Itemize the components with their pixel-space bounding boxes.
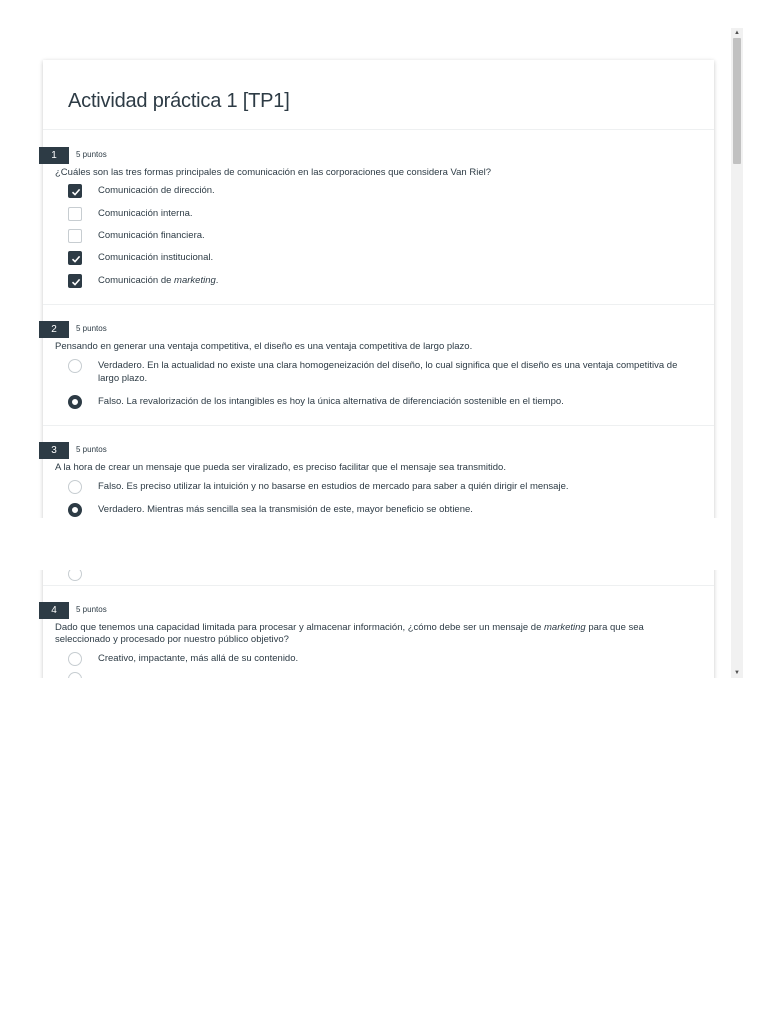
checkmark-icon [71, 277, 81, 287]
radio-unselected[interactable] [68, 480, 82, 494]
checkbox-checked[interactable] [68, 274, 82, 288]
question-text: ¿Cuáles son las tres formas principales de comunicación en las corporaciones que considera Van Riel? [55, 167, 491, 178]
checkbox-unchecked[interactable] [68, 207, 82, 221]
question-points: 5 puntos [76, 150, 107, 159]
question-points: 5 puntos [76, 605, 107, 614]
quiz-card [43, 60, 714, 518]
question-text-prefix: Dado que tenemos una capacidad limitada para procesar y almacenar información, ¿cómo debe ser un mensaje de [55, 622, 544, 633]
quiz-card [43, 570, 714, 678]
checkbox-unchecked[interactable] [68, 229, 82, 243]
radio-selected[interactable] [68, 395, 82, 409]
radio-unselected[interactable] [68, 570, 82, 581]
option-label-prefix: Comunicación de [98, 275, 175, 286]
option-label: Falso. La revalorización de los intangibles es hoy la única alternativa de diferenciación sostenible en el tiempo. [98, 396, 564, 407]
option-label: Comunicación interna. [98, 208, 193, 219]
scroll-down-arrow[interactable]: ▼ [734, 670, 740, 676]
scroll-up-arrow[interactable]: ▲ [734, 30, 740, 36]
question-points: 5 puntos [76, 445, 107, 454]
option-label: Verdadero. Mientras más sencilla sea la transmisión de este, mayor beneficio se obtiene. [98, 504, 473, 515]
question-number: 1 [39, 147, 69, 164]
question-text: Pensando en generar una ventaja competitiva, el diseño es una ventaja competitiva de largo plazo. [55, 341, 473, 352]
divider [43, 304, 714, 305]
option-label [98, 275, 684, 288]
radio-selected[interactable] [68, 503, 82, 517]
option-label-suffix: . [215, 275, 219, 286]
checkmark-icon [71, 254, 81, 264]
question-points: 5 puntos [76, 324, 107, 333]
divider [43, 129, 714, 130]
option-label: Verdadero. En la actualidad no existe una clara homogeneización del diseño, lo cual significa que el diseño es una ventaja competitiva de largo plazo. [98, 360, 678, 384]
vertical-scrollbar[interactable] [731, 28, 743, 678]
checkbox-checked[interactable] [68, 251, 82, 265]
checkbox-checked[interactable] [68, 184, 82, 198]
scrollbar-thumb[interactable] [733, 38, 741, 164]
question-text [55, 622, 698, 645]
divider [43, 585, 714, 586]
option-label: Comunicación institucional. [98, 252, 214, 263]
question-text: A la hora de crear un mensaje que pueda ser viralizado, es preciso facilitar que el mensaje sea transmitido. [55, 462, 506, 473]
option-label: Creativo, impactante, más allá de su contenido. [98, 653, 299, 664]
quiz-viewport-bottom [0, 570, 744, 678]
option-label: Comunicación financiera. [98, 230, 205, 241]
radio-unselected[interactable] [68, 652, 82, 666]
question-number: 3 [39, 442, 69, 459]
question-number: 4 [39, 602, 69, 619]
checkmark-icon [71, 187, 81, 197]
question-number: 2 [39, 321, 69, 338]
question-text-suffix: para que sea seleccionado y procesado por nuestro público objetivo? [55, 622, 644, 645]
radio-unselected[interactable] [68, 672, 82, 678]
option-label: Comunicación de dirección. [98, 185, 215, 196]
divider [43, 425, 714, 426]
quiz-title: Actividad práctica 1 [TP1] [68, 90, 290, 112]
question-text-emphasis: marketing [544, 622, 586, 633]
quiz-viewport-top [0, 0, 744, 518]
option-label: Falso. Es preciso utilizar la intuición y no basarse en estudios de mercado para saber a quién dirigir el mensaje. [98, 481, 569, 492]
radio-unselected[interactable] [68, 359, 82, 373]
option-label-emphasis: marketing [174, 275, 216, 286]
